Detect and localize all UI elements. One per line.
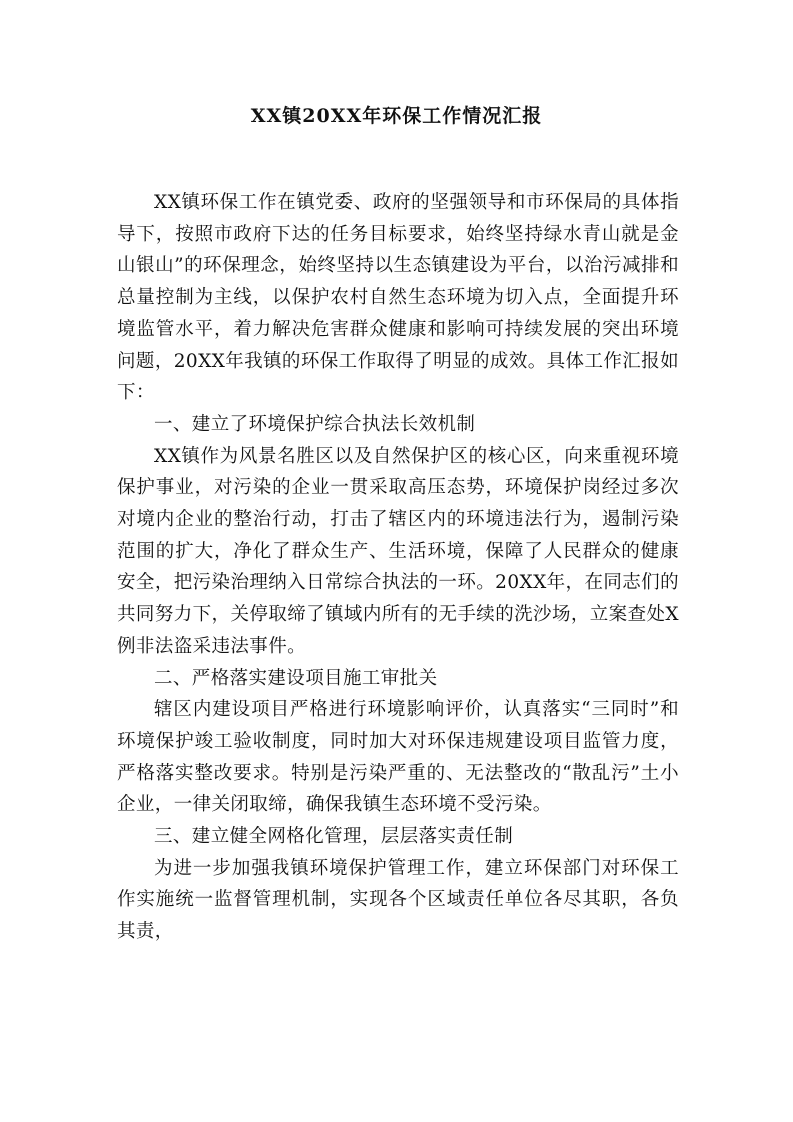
document-body — [117, 187, 679, 948]
section-heading-2: 二、严格落实建设项目施工审批关 — [154, 667, 438, 689]
paragraph-section-1: XX镇作为风景名胜区以及自然保护区的核心区，向来重视环境保护事业，对污染的企业一贯采取高压态势，环境保护岗经过多次对境内企业的整治行动，打击了辖区内的环境违法行为，遏制污染范围的扩大，净化了群众生产、生活环境，保障了人民群众的健康安全，把污染治理纳入日常综合执法的一环。20XX年，在同志们的共同努力下，关停取缔了镇域内所有的无手续的洗沙场，立案查处X例非法盗采违法事件。 — [117, 445, 679, 657]
document-title: XX镇20XX年环保工作情况汇报 — [250, 105, 543, 127]
paragraph-intro: XX镇环保工作在镇党委、政府的坚强领导和市环保局的具体指导下，按照市政府下达的任务目标要求，始终坚持绿水青山就是金山银山”的环保理念，始终坚持以生态镇建设为平台，以治污减排和总量控制为主线，以保护农村自然生态环境为切入点，全面提升环境监管水平，着力解决危害群众健康和影响可持续发展的突出环境问题，20XX年我镇的环保工作取得了明显的成效。具体工作汇报如下： — [117, 192, 679, 404]
section-heading-3: 三、建立健全网格化管理，层层落实责任制 — [154, 826, 514, 848]
paragraph-section-3: 为进一步加强我镇环境保护管理工作，建立环保部门对环保工作实施统一监督管理机制，实现各个区域责任单位各尽其职，各负其责， — [117, 857, 679, 943]
paragraph-section-2: 辖区内建设项目严格进行环境影响评价，认真落实“三同时”和环境保护竣工验收制度，同时加大对环保违规建设项目监管力度，严格落实整改要求。特别是污染严重的、无法整改的“散乱污”土小企业，一律关闭取缔，确保我镇生态环境不受污染。 — [117, 699, 679, 816]
section-heading-1: 一、建立了环境保护综合执法长效机制 — [154, 413, 476, 435]
